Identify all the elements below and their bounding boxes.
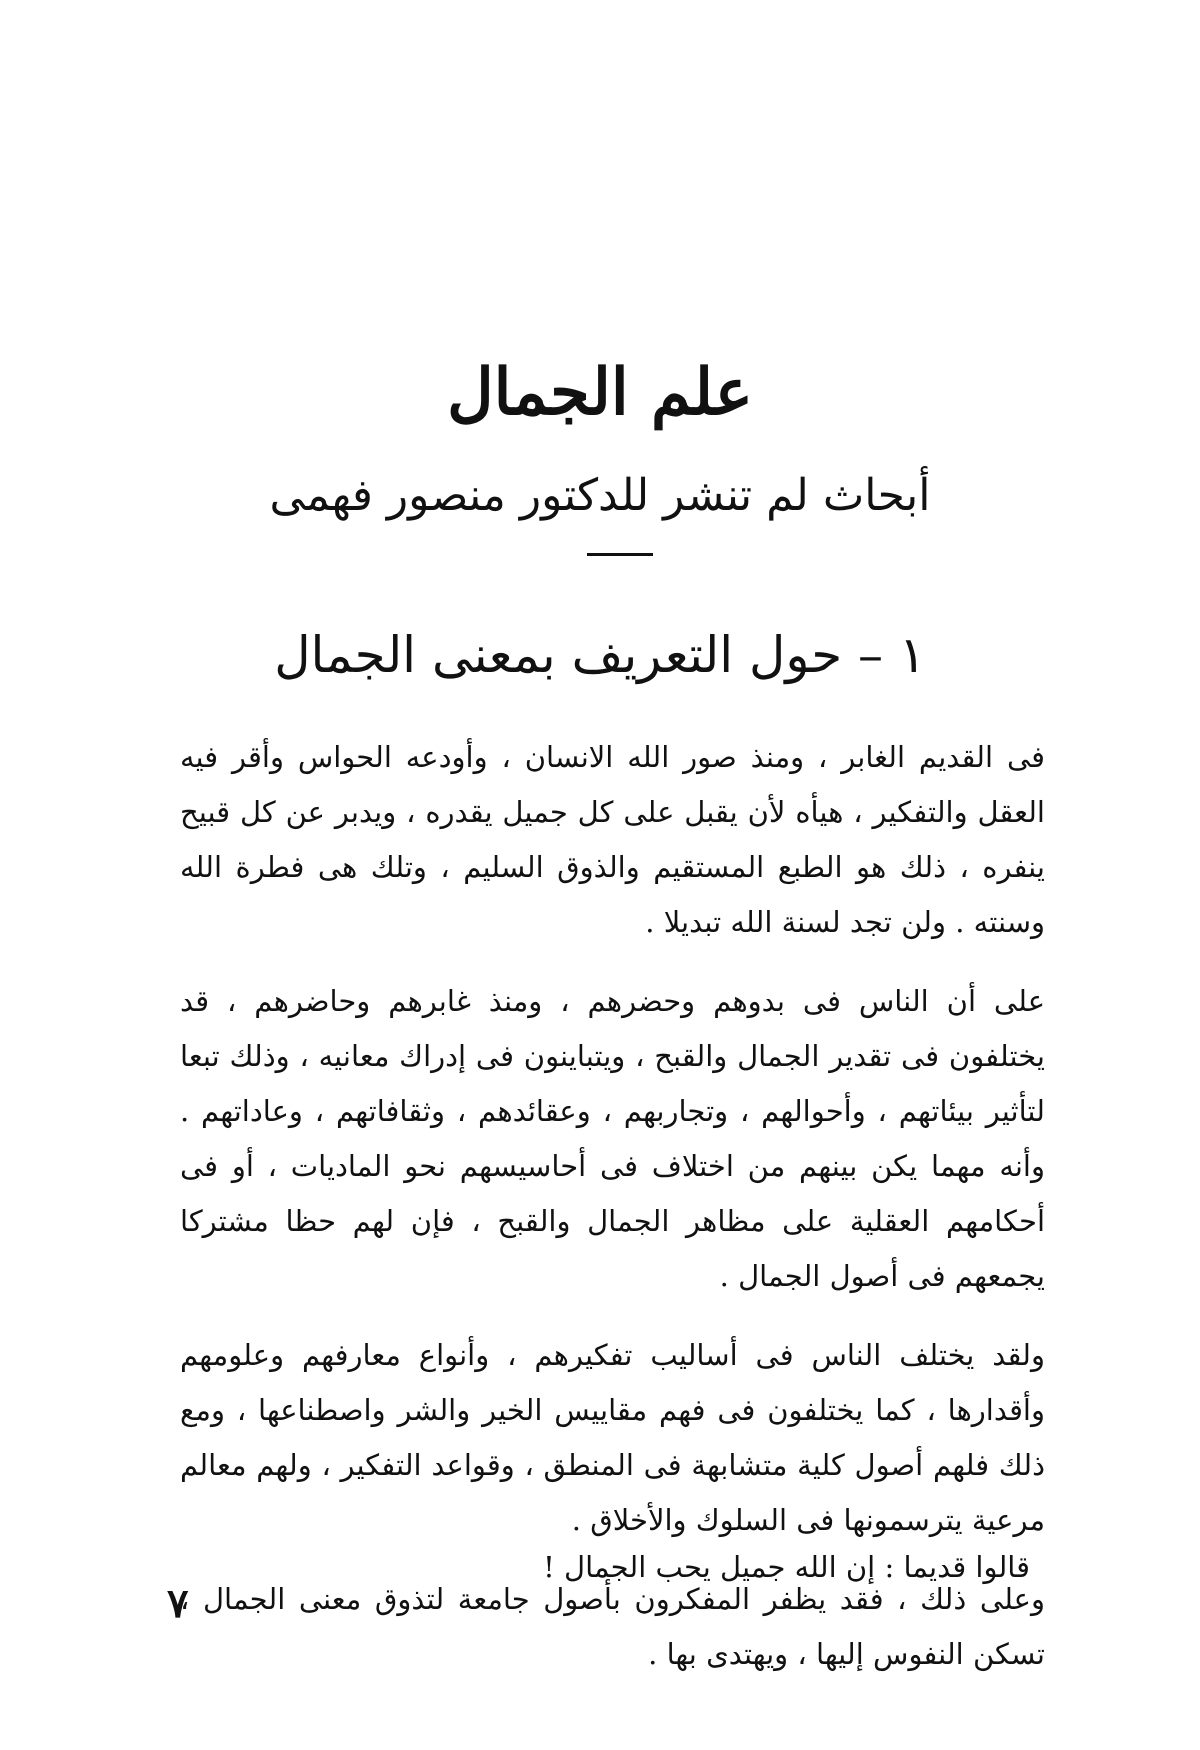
paragraph-2: على أن الناس فى بدوهم وحضرهم ، ومنذ غابرهم وحاضرهم ، قد يختلفون فى تقدير الجمال والقبح ، ويتباينون فى إدراك معانيه ، وذلك تبعا لتأثير بيئاتهم ، وأحوالهم ، وتجاربهم ، وعقائدهم ، وثقافاتهم ، وعاداتهم . وأنه مهما يكن بينهم من اختلاف فى أحاسيسهم نحو الماديات ، أو فى أحكامهم العقلية على مظاهر الجمال والقبح ، فإن لهم حظا مشتركا يجمعهم فى أصول الجمال . <box>180 984 1045 1293</box>
page-subtitle: أبحاث لم تنشر للدكتور منصور فهمى <box>269 470 931 521</box>
page-title: علم الجمال <box>447 355 753 430</box>
section-heading: ١ – حول التعريف بمعنى الجمال <box>274 626 926 684</box>
closing-quote: قالوا قديما : إن الله جميل يحب الجمال ! <box>543 1550 1030 1584</box>
paragraph-4: وعلى ذلك ، فقد يظفر المفكرون بأصول جامعة لتذوق معنى الجمال ، تسكن النفوس إليها ، ويهتدى بها . <box>180 1582 1045 1671</box>
paragraph-3: ولقد يختلف الناس فى أساليب تفكيرهم ، وأنواع معارفهم وعلومهم وأقدارها ، كما يختلفون فى فهم مقاييس الخير والشر واصطناعها ، ومع ذلك فلهم أصول كلية متشابهة فى المنطق ، وقواعد التفكير ، ولهم معالم مرعية يترسمونها فى السلوك والأخلاق . <box>180 1338 1045 1537</box>
page-number: ٧ <box>167 1580 189 1627</box>
title-divider <box>587 553 653 556</box>
paragraph-1: فى القديم الغابر ، ومنذ صور الله الانسان ، وأودعه الحواس وأقر فيه العقل والتفكير ، هيأه لأن يقبل على كل جميل يقدره ، ويدبر عن كل قبيح ينفره ، ذلك هو الطبع المستقيم والذوق السليم ، وتلك هى فطرة الله وسنته . ولن تجد لسنة الله تبديلا . <box>180 740 1045 939</box>
